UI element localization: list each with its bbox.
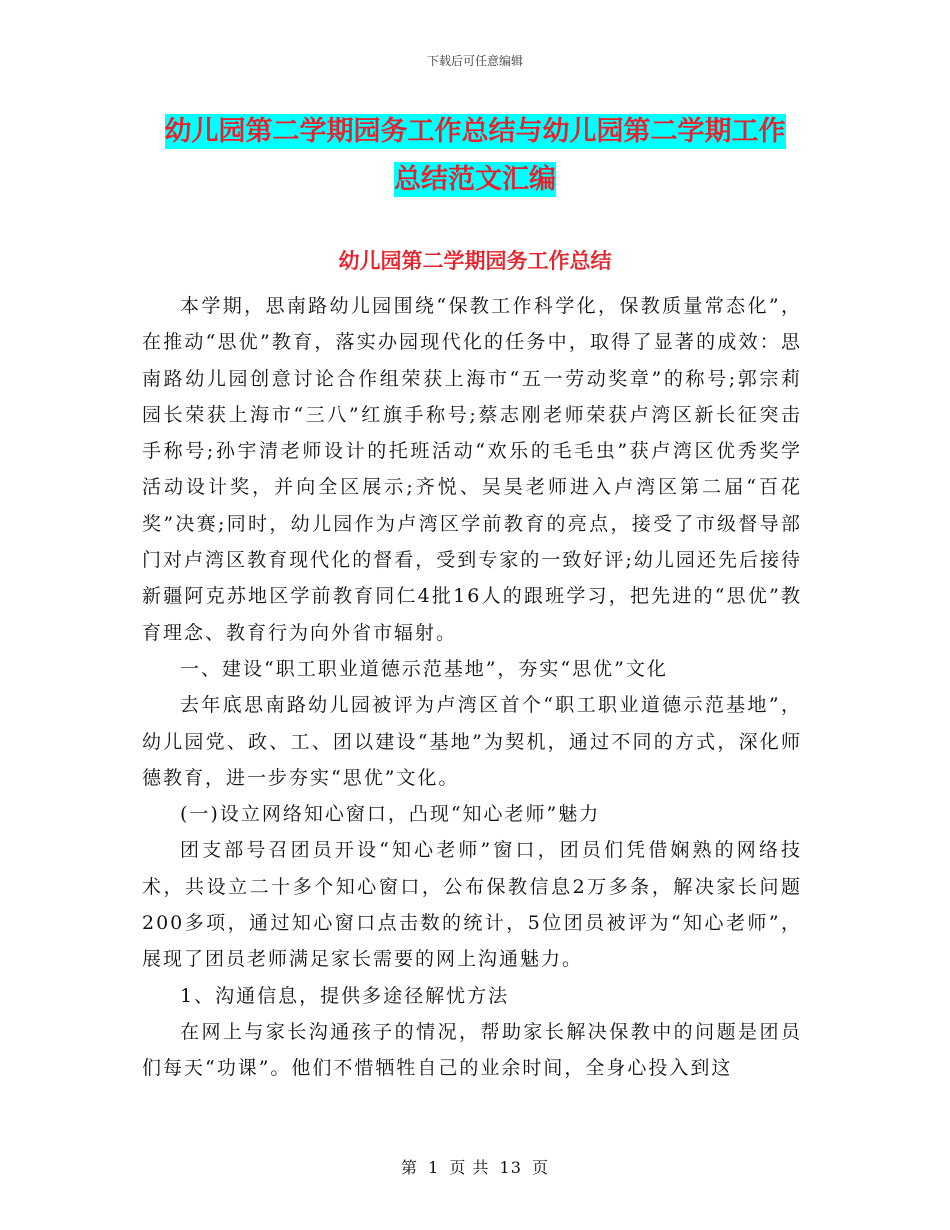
document-title-line-1: 幼儿园第二学期园务工作总结与幼儿园第二学期工作 bbox=[164, 116, 786, 147]
page-header-note: 下载后可任意编辑 bbox=[426, 54, 523, 68]
section-title: 幼儿园第二学期园务工作总结 bbox=[338, 249, 612, 273]
paragraph-subsection-1: 团支部号召团员开设“知心老师”窗口，团员们凭借娴熟的网络技术，共设立二十多个知心窗口，公布保教信息2万多条，解决家长问题200多项，通过知心窗口点击数的统计，5位团员被评为“知心老师”，展现了团员老师满足家长需要的网上沟通魅力。 bbox=[142, 839, 802, 971]
document-title-line-2: 总结范文汇编 bbox=[394, 164, 556, 195]
footer-total-pages: 13 bbox=[499, 1158, 522, 1177]
page-footer bbox=[0, 1155, 950, 1178]
footer-prefix: 第 bbox=[400, 1158, 418, 1177]
heading-section-1: 一、建设“职工职业道德示范基地”，夯实“思优”文化 bbox=[180, 657, 668, 680]
footer-page-number: 1 bbox=[428, 1158, 440, 1177]
paragraph-section-1: 去年底思南路幼儿园被评为卢湾区首个“职工职业道德示范基地”，幼儿园党、政、工、团以建设“基地”为契机，通过不同的方式，深化师德教育，进一步夯实“思优”文化。 bbox=[142, 694, 802, 789]
footer-middle: 页 共 bbox=[449, 1158, 490, 1177]
paragraph-item-1: 在网上与家长沟通孩子的情况，帮助家长解决保教中的问题是团员们每天“功课”。他们不惜牺牲自己的业余时间，全身心投入到这 bbox=[142, 1020, 802, 1080]
heading-item-1: 1、沟通信息，提供多途径解忧方法 bbox=[180, 984, 510, 1007]
heading-subsection-1: (一)设立网络知心窗口，凸现“知心老师”魅力 bbox=[180, 803, 601, 826]
body-text bbox=[142, 288, 802, 1087]
footer-suffix: 页 bbox=[532, 1158, 550, 1177]
document-title bbox=[100, 108, 850, 204]
paragraph-intro: 本学期，思南路幼儿园围绕“保教工作科学化，保教质量常态化”，在推动“思优”教育，落实办园现代化的任务中，取得了显著的成效：思南路幼儿园创意讨论合作组荣获上海市“五一劳动奖章”的称号;郭宗莉园长荣获上海市“三八”红旗手称号;蔡志刚老师荣获卢湾区新长征突击手称号;孙宇清老师设计的托班活动“欢乐的毛毛虫”获卢湾区优秀奖学活动设计奖，并向全区展示;齐悦、吴昊老师进入卢湾区第二届“百花奖”决赛;同时，幼儿园作为卢湾区学前教育的亮点，接受了市级督导部门对卢湾区教育现代化的督看，受到专家的一致好评;幼儿园还先后接待新疆阿克苏地区学前教育同仁4批16人的跟班学习，把先进的“思优”教育理念、教育行为向外省市辐射。 bbox=[142, 295, 802, 644]
